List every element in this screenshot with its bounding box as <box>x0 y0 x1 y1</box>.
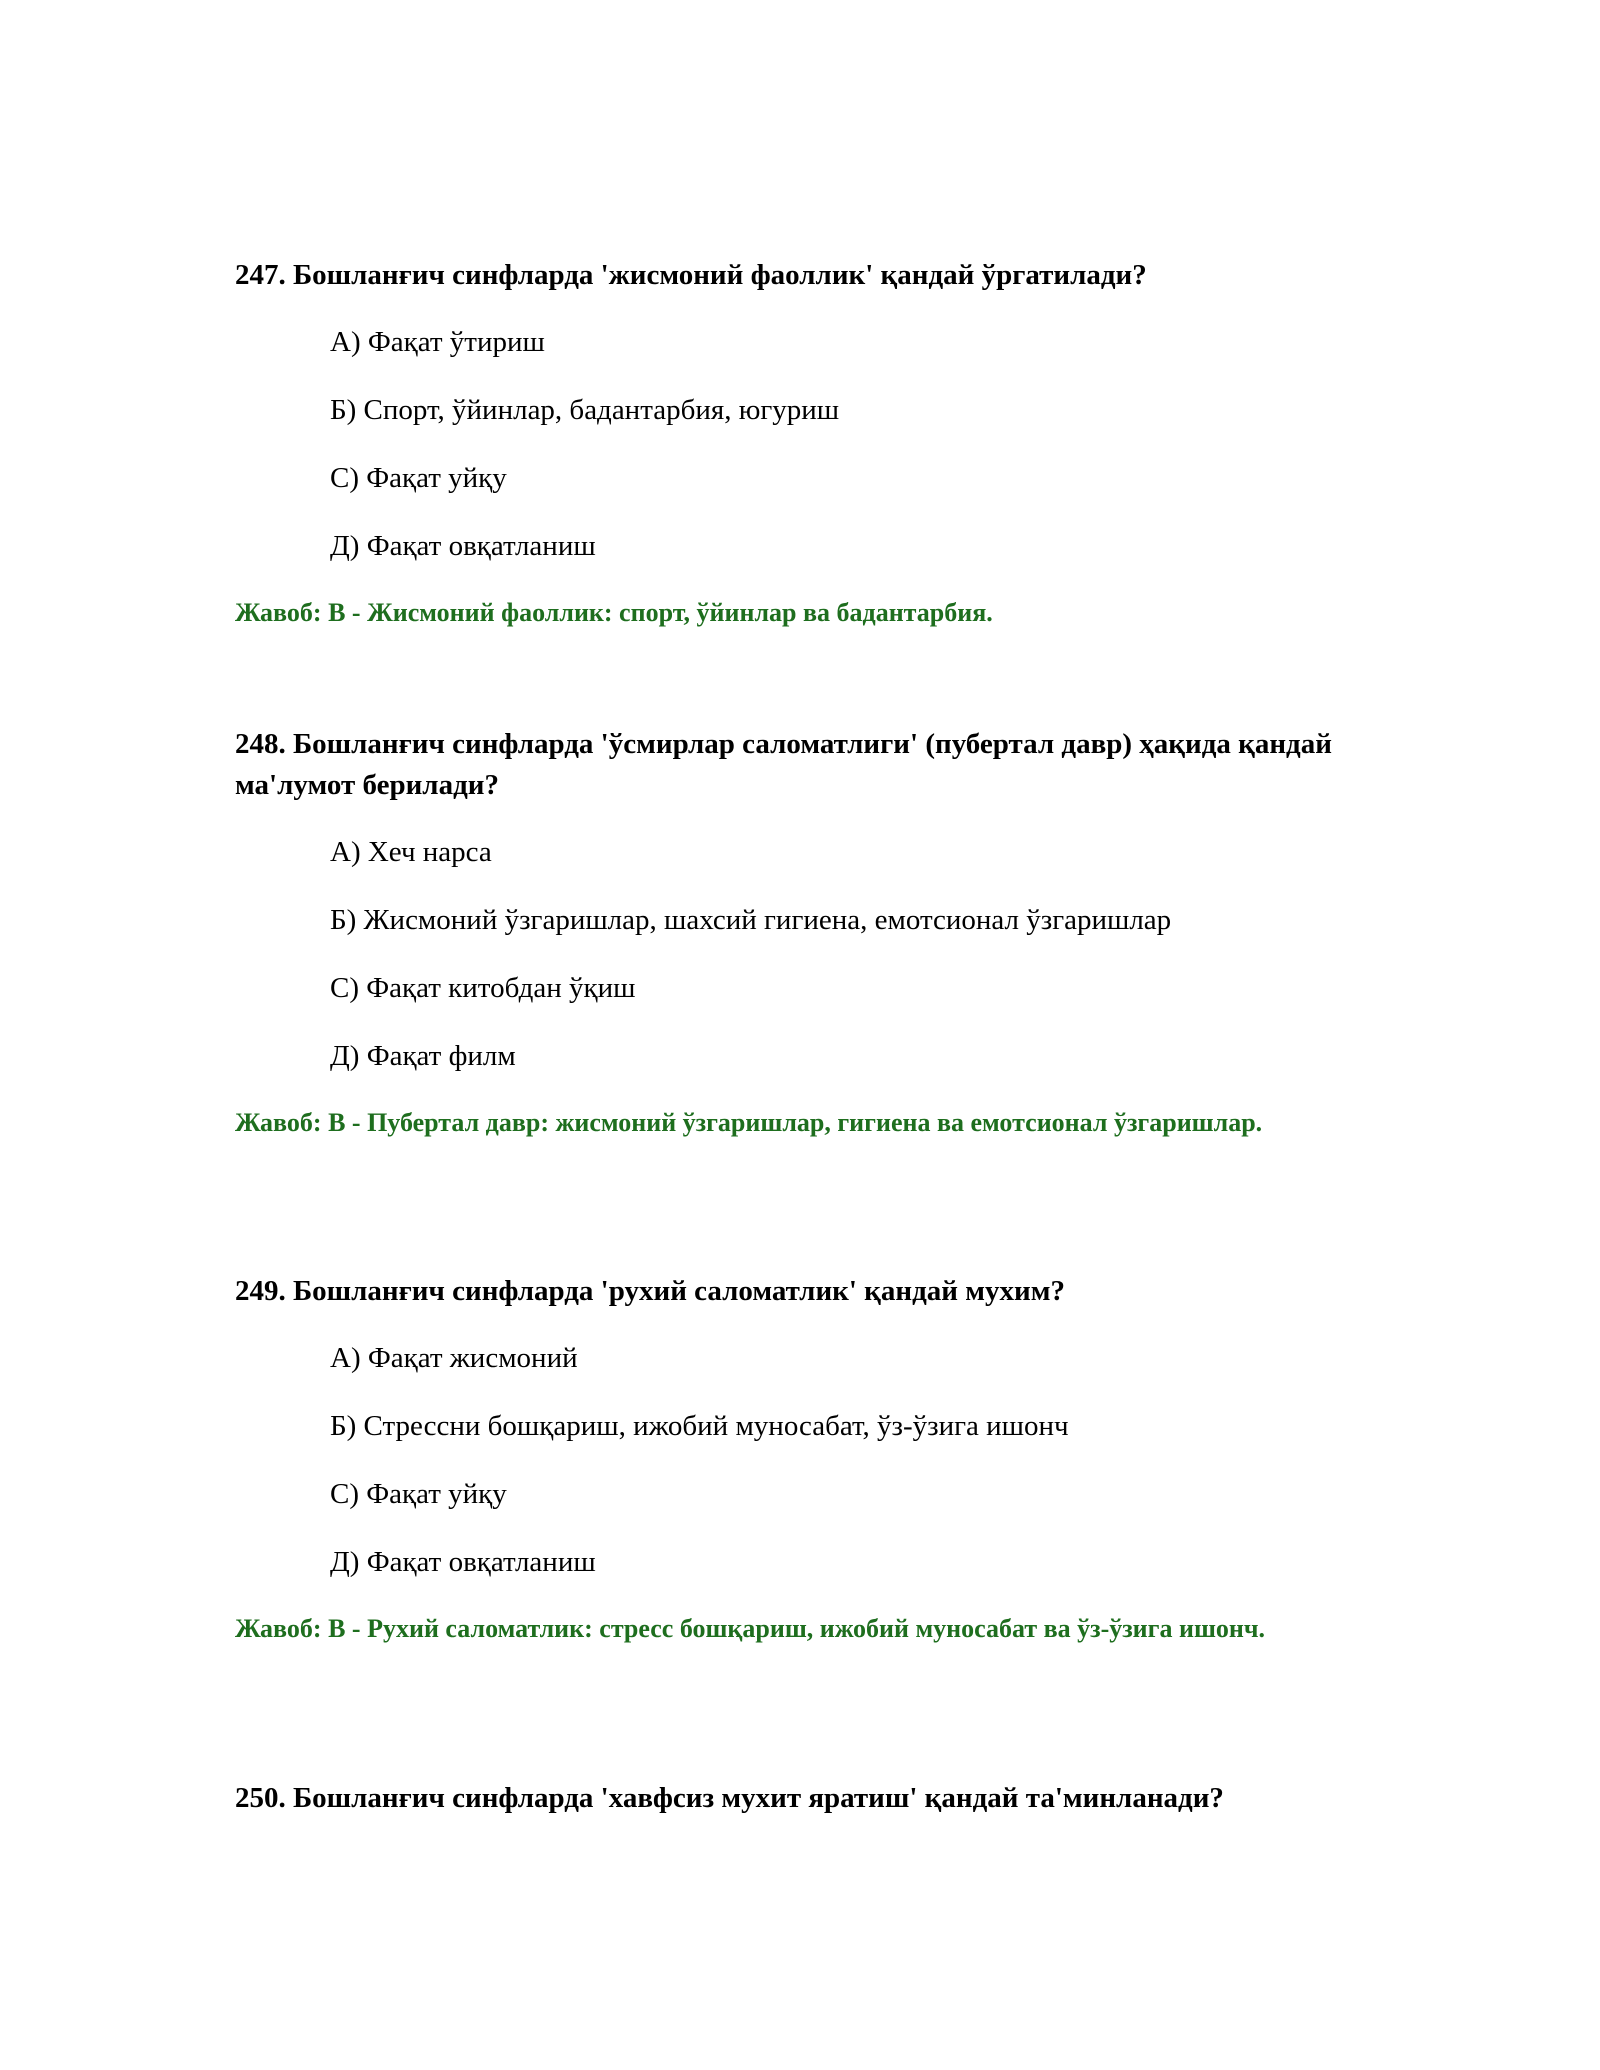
answer-text: Жавоб: B - Пубертал давр: жисмоний ўзгаришлар, гигиена ва емотсионал ўзгаришлар. <box>235 1108 1263 1137</box>
options-list <box>235 832 1395 1104</box>
question-title: 250. Бошланғич синфларда 'хавфсиз мухит яратиш' қандай та'минланади? <box>235 1782 1224 1814</box>
answer-text: Жавоб: B - Рухий саломатлик: стресс бошқариш, ижобий муносабат ва ўз-ўзига ишонч. <box>235 1614 1266 1643</box>
question-247 <box>235 255 1395 632</box>
question-248 <box>235 724 1395 1142</box>
answer-text: Жавоб: B - Жисмоний фаоллик: спорт, ўйинлар ва бадантарбия. <box>235 598 993 627</box>
question-250 <box>235 1778 1395 1819</box>
option-a: А) Фақат ўтириш <box>330 326 545 358</box>
option-b: Б) Спорт, ўйинлар, бадантарбия, югуриш <box>330 394 840 426</box>
option-c: С) Фақат китобдан ўқиш <box>330 972 636 1004</box>
option-c: С) Фақат уйқу <box>330 1478 507 1510</box>
option-c: С) Фақат уйқу <box>330 462 507 494</box>
question-title: 247. Бошланғич синфларда 'жисмоний фаоллик' қандай ўргатилади? <box>235 259 1147 291</box>
option-a: А) Фақат жисмоний <box>330 1342 578 1374</box>
options-list <box>235 322 1395 594</box>
option-d: Д) Фақат овқатланиш <box>330 530 596 562</box>
question-title: 249. Бошланғич синфларда 'рухий саломатлик' қандай мухим? <box>235 1275 1065 1307</box>
option-b: Б) Жисмоний ўзгаришлар, шахсий гигиена, емотсионал ўзгаришлар <box>330 904 1172 936</box>
option-d: Д) Фақат овқатланиш <box>330 1546 596 1578</box>
question-249 <box>235 1271 1395 1648</box>
option-a: А) Хеч нарса <box>330 836 492 868</box>
option-d: Д) Фақат филм <box>330 1040 516 1072</box>
question-title: 248. Бошланғич синфларда 'ўсмирлар саломатлиги' (пубертал давр) ҳақида қандай ма'лумот берилади? <box>235 728 1332 801</box>
options-list <box>235 1338 1395 1610</box>
option-b: Б) Стрессни бошқариш, ижобий муносабат, ўз-ўзига ишонч <box>330 1410 1069 1442</box>
